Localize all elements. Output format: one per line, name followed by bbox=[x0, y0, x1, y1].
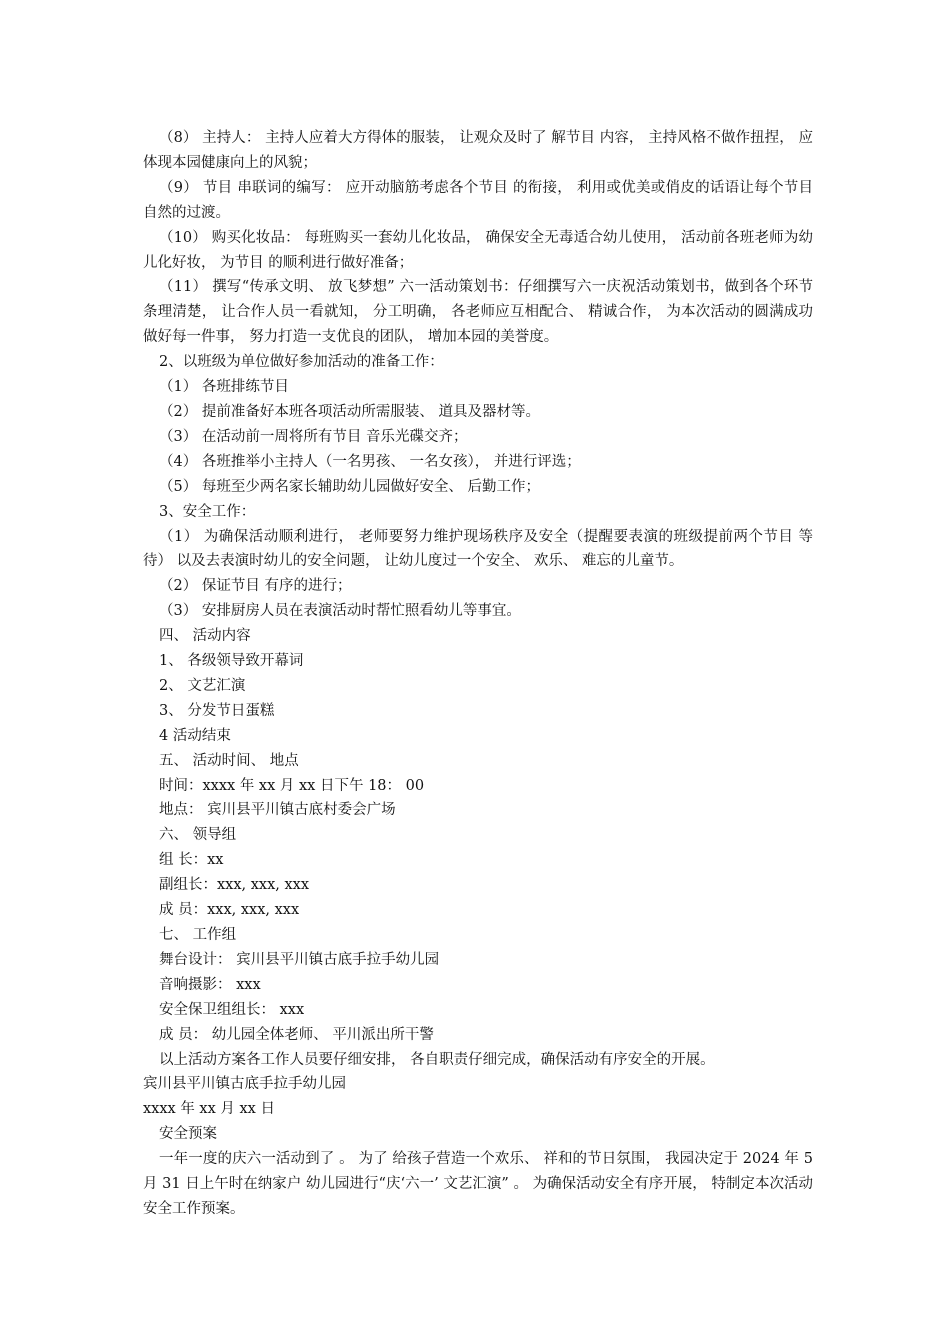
signature-date: xxxx 年 xx 月 xx 日 bbox=[143, 1101, 275, 1118]
paragraph: （11） 撰写“传承文明、 放飞梦想” 六一活动策划书：仔细撰写六一庆祝活动策划书，做到各个环节条理清楚， 让合作人员一看就知， 分工明确， 各老师应互相配合、 精诚合作， 为本次活动的圆满成功做好每一件事， 努力打造一支优良的团队， 增加本园的美誉度。 bbox=[143, 279, 813, 346]
list-item: （4） 各班推举小主持人（一名男孩、 一名女孩）， 并进行评选； bbox=[159, 453, 581, 470]
info-line: 成 员：xxx, xxx, xxx bbox=[159, 902, 300, 919]
section-heading: 四、 活动内容 bbox=[159, 628, 251, 645]
section-heading: 3、安全工作： bbox=[159, 503, 256, 520]
list-item: （2） 提前准备好本班各项活动所需服装、 道具及器材等。 bbox=[159, 403, 540, 420]
document-body bbox=[143, 126, 818, 1222]
section-heading: 七、 工作组 bbox=[159, 927, 237, 943]
info-line: 副组长：xxx, xxx, xxx bbox=[159, 877, 310, 894]
info-line: 组 长：xx bbox=[159, 852, 224, 869]
list-item: （2） 保证节目 有序的进行； bbox=[159, 578, 352, 595]
list-item: （1） 各班排练节目 bbox=[159, 379, 289, 396]
info-line: 音响摄影： xxx bbox=[159, 976, 261, 993]
paragraph: （8） 主持人： 主持人应着大方得体的服装， 让观众及时了 解节目 内容， 主持风格不做作扭捏， 应体现本园健康向上的风貌； bbox=[143, 130, 813, 171]
section-heading: 五、 活动时间、 地点 bbox=[159, 752, 299, 769]
paragraph: （9） 节目 串联词的编写： 应开动脑筋考虑各个节目 的衔接， 利用或优美或俏皮的话语让每个节目 自然的过渡。 bbox=[143, 179, 818, 221]
list-item: 1、 各级领导致开幕词 bbox=[159, 653, 304, 670]
list-item: （5） 每班至少两名家长辅助幼儿园做好安全、 后勤工作； bbox=[159, 478, 540, 495]
list-item: 2、 文艺汇演 bbox=[159, 677, 246, 694]
section-heading: 安全预案 bbox=[159, 1126, 217, 1143]
paragraph: 一年一度的庆六一活动到了 。 为了 给孩子营造一个欢乐、 祥和的节日氛围， 我园决定于 2024 年 5 月 31 日上午时在纳家户 幼儿园进行“庆‘六一’ 文艺汇演” 。 为确保活动安全有序开展， 特制定本次活动安全工作预案。 bbox=[143, 1151, 818, 1217]
info-line: 安全保卫组组长： xxx bbox=[159, 1001, 305, 1018]
paragraph: （1） 为确保活动顺利进行， 老师要努力维护现场秩序及安全（提醒要表演的班级提前两个节目 等待） 以及去表演时幼儿的安全问题， 让幼儿度过一个安全、 欢乐、 难忘的儿童节。 bbox=[143, 528, 813, 570]
section-heading: 2、以班级为单位做好参加活动的准备工作： bbox=[159, 354, 444, 371]
info-line: 舞台设计： 宾川县平川镇古底手拉手幼儿园 bbox=[159, 951, 440, 968]
paragraph: （10） 购买化妆品： 每班购买一套幼儿化妆品， 确保安全无毒适合幼儿使用， 活动前各班老师为幼儿化好妆， 为节目 的顺利进行做好准备； bbox=[143, 229, 813, 271]
info-line: 成 员： 幼儿园全体老师、 平川派出所干警 bbox=[159, 1026, 434, 1043]
paragraph: 以上活动方案各工作人员要仔细安排， 各自职责仔细完成，确保活动有序安全的开展。 bbox=[159, 1051, 715, 1068]
list-item: （3） 安排厨房人员在表演活动时帮忙照看幼儿等事宜。 bbox=[159, 603, 521, 620]
section-heading: 六、 领导组 bbox=[159, 827, 237, 844]
info-line: 地点： 宾川县平川镇古底村委会广场 bbox=[159, 802, 396, 819]
info-line: 时间：xxxx 年 xx 月 xx 日下午 18： 00 bbox=[159, 777, 425, 794]
list-item: 3、 分发节日蛋糕 bbox=[159, 702, 275, 719]
list-item: 4 活动结束 bbox=[159, 727, 231, 744]
list-item: （3） 在活动前一周将所有节目 音乐光碟交齐； bbox=[159, 428, 468, 445]
signature-org: 宾川县平川镇古底手拉手幼儿园 bbox=[143, 1076, 346, 1093]
